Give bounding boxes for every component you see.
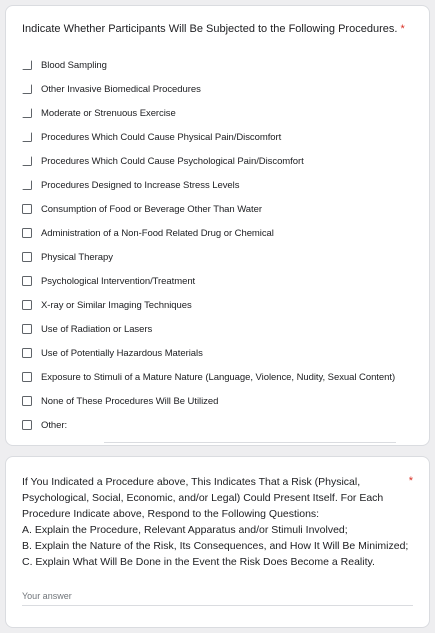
checkbox[interactable] xyxy=(22,180,32,190)
question-text-line: C. Explain What Will Be Done in the Event the Risk Does Become a Reality. xyxy=(22,556,375,568)
checkbox-label: None of These Procedures Will Be Utilized xyxy=(41,395,219,407)
checkbox-option-other[interactable] xyxy=(22,413,413,437)
checkbox-options-list xyxy=(22,53,413,437)
checkbox-label: Physical Therapy xyxy=(41,251,113,263)
checkbox[interactable] xyxy=(22,204,32,214)
checkbox-option[interactable] xyxy=(22,197,413,221)
question-text-line: Psychological, Social, Economic, and/or Legal) Could Present Itself. For Each xyxy=(22,492,384,504)
checkbox-label: Procedures Which Could Cause Physical Pain/Discomfort xyxy=(41,131,282,143)
checkbox-option[interactable] xyxy=(22,125,413,149)
checkbox-option[interactable] xyxy=(22,77,413,101)
checkbox[interactable] xyxy=(22,300,32,310)
question-text-line: A. Explain the Procedure, Relevant Apparatus and/or Stimuli Involved; xyxy=(22,524,348,536)
required-asterisk: * xyxy=(408,475,413,487)
checkbox-option[interactable] xyxy=(22,293,413,317)
checkbox-label: Psychological Intervention/Treatment xyxy=(41,275,196,287)
answer-input[interactable] xyxy=(22,591,413,606)
checkbox[interactable] xyxy=(22,420,32,430)
checkbox-option[interactable] xyxy=(22,245,413,269)
checkbox[interactable] xyxy=(22,84,32,94)
checkbox-option[interactable] xyxy=(22,149,413,173)
checkbox-label: Exposure to Stimuli of a Mature Nature (Language, Violence, Nudity, Sexual Content) xyxy=(41,371,396,383)
checkbox[interactable] xyxy=(22,252,32,262)
checkbox-option[interactable] xyxy=(22,53,413,77)
question-title-text: Indicate Whether Participants Will Be Subjected to the Following Procedures. xyxy=(22,23,398,35)
checkbox-option[interactable] xyxy=(22,341,413,365)
checkbox[interactable] xyxy=(22,156,32,166)
checkbox-option[interactable] xyxy=(22,389,413,413)
checkbox-label: Consumption of Food or Beverage Other Than Water xyxy=(41,203,262,215)
checkbox[interactable] xyxy=(22,348,32,358)
checkbox-label: Other Invasive Biomedical Procedures xyxy=(41,83,201,95)
question-title xyxy=(22,22,413,36)
question-text-line: Procedure Indicate above, Respond to the Following Questions: xyxy=(22,508,320,520)
checkbox-option[interactable] xyxy=(22,221,413,245)
checkbox-label: Use of Potentially Hazardous Materials xyxy=(41,347,203,359)
checkbox-option[interactable] xyxy=(22,101,413,125)
checkbox[interactable] xyxy=(22,372,32,382)
question-text-line: B. Explain the Nature of the Risk, Its Consequences, and How It Will Be Minimized; xyxy=(22,540,409,552)
checkbox-label: X-ray or Similar Imaging Techniques xyxy=(41,299,192,311)
checkbox[interactable] xyxy=(22,228,32,238)
checkbox[interactable] xyxy=(22,132,32,142)
checkbox-label: Use of Radiation or Lasers xyxy=(41,323,153,335)
checkbox-label: Moderate or Strenuous Exercise xyxy=(41,107,176,119)
risk-question-card xyxy=(5,456,430,628)
checkbox-option[interactable] xyxy=(22,269,413,293)
checkbox[interactable] xyxy=(22,108,32,118)
checkbox-option[interactable] xyxy=(22,317,413,341)
checkbox-option[interactable] xyxy=(22,173,413,197)
checkbox-label: Administration of a Non-Food Related Drug or Chemical xyxy=(41,227,274,239)
required-asterisk: * xyxy=(400,23,405,35)
risk-question-text xyxy=(22,474,414,570)
checkbox[interactable] xyxy=(22,60,32,70)
other-text-input[interactable] xyxy=(104,442,396,443)
checkbox-label: Procedures Designed to Increase Stress Levels xyxy=(41,179,240,191)
other-label: Other: xyxy=(41,419,68,431)
question-text-line: If You Indicated a Procedure above, This Indicates That a Risk (Physical, xyxy=(22,476,361,488)
checkbox[interactable] xyxy=(22,276,32,286)
answer-placeholder: Your answer xyxy=(22,591,72,601)
checkbox-label: Blood Sampling xyxy=(41,59,107,71)
checkbox[interactable] xyxy=(22,324,32,334)
checkbox-label: Procedures Which Could Cause Psychological Pain/Discomfort xyxy=(41,155,304,167)
procedures-question-card xyxy=(5,5,430,446)
checkbox[interactable] xyxy=(22,396,32,406)
checkbox-option[interactable] xyxy=(22,365,413,389)
